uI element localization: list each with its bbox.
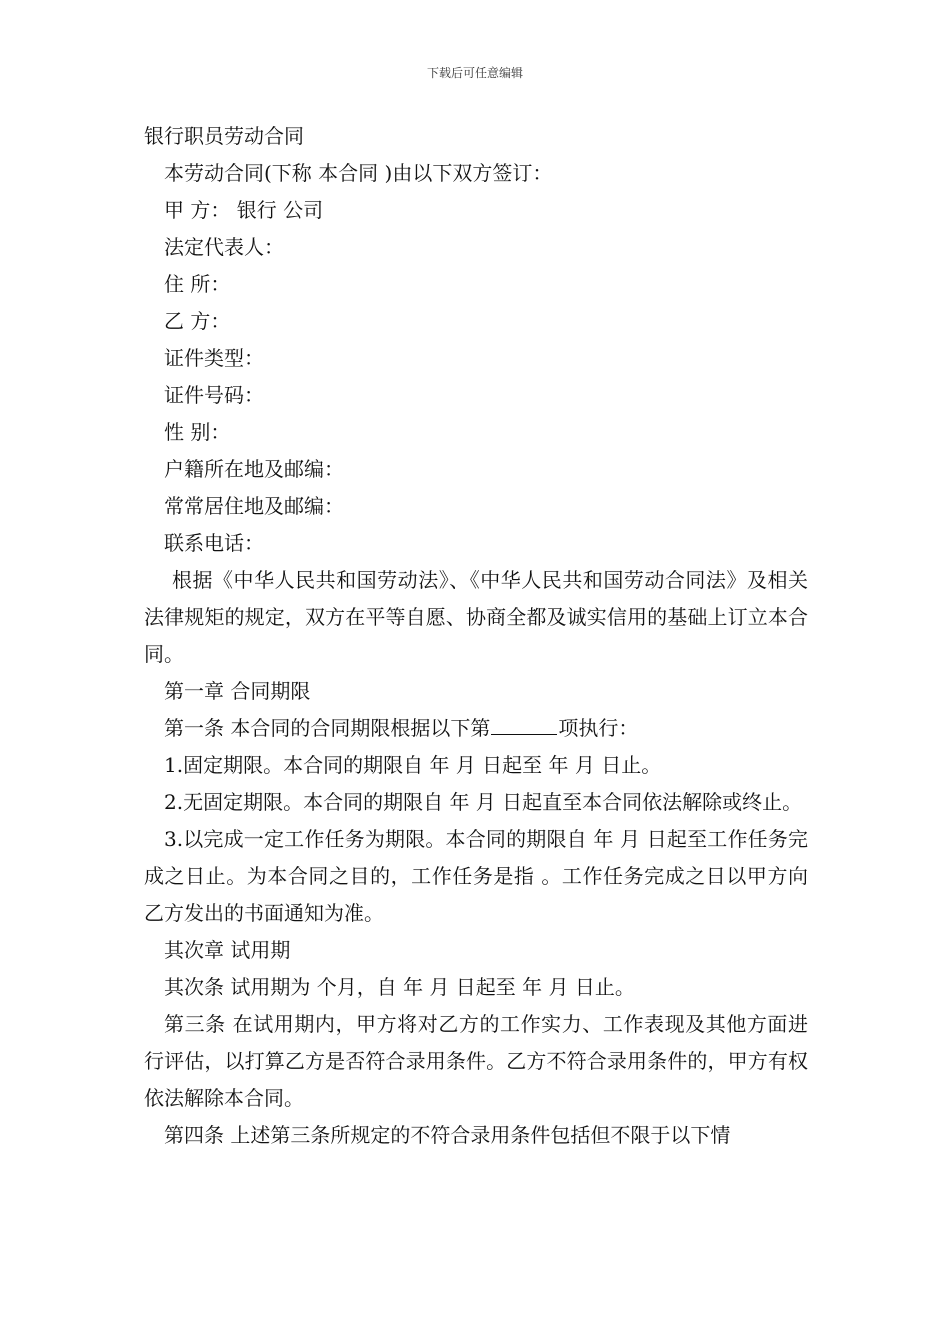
party-b-line: 乙 方： <box>164 309 231 333</box>
page-header-note: 下载后可任意编辑 <box>426 66 523 80</box>
article-1-text-end: 项执行： <box>558 716 639 740</box>
legal-rep-line: 法定代表人： <box>164 235 284 259</box>
item-3-paragraph: 3.以完成一定工作任务为期限。本合同的期限自 年 月 日起至工作任务完成之日止。为本合同之目的，工作任务是指 。工作任务完成之日以甲方向乙方发出的书面通知为准。 <box>144 827 808 925</box>
gender-line: 性 别： <box>164 420 231 444</box>
contract-body <box>144 118 808 1154</box>
party-a-line: 甲 方： 银行 公司 <box>164 198 324 222</box>
phone-line: 联系电话： <box>164 531 264 555</box>
address-line: 住 所： <box>164 272 231 296</box>
contract-title: 银行职员劳动合同 <box>144 124 304 148</box>
id-type-line: 证件类型： <box>164 346 264 370</box>
chapter-2-heading: 其次章 试用期 <box>164 938 291 962</box>
article-1-blank <box>491 712 557 735</box>
residence-line: 常常居住地及邮编： <box>164 494 344 518</box>
item-2-paragraph: 2.无固定期限。本合同的期限自 年 月 日起直至本合同依法解除或终止。 <box>164 790 803 814</box>
intro-line: 本劳动合同(下称 本合同 )由以下双方签订： <box>164 161 553 185</box>
article-1-line <box>144 710 808 747</box>
article-1-text: 第一条 本合同的合同期限根据以下第 <box>164 716 491 740</box>
household-line: 户籍所在地及邮编： <box>164 457 344 481</box>
id-number-line: 证件号码： <box>164 383 264 407</box>
article-2-line: 其次条 试用期为 个月，自 年 月 日起至 年 月 日止。 <box>164 975 635 999</box>
article-3-paragraph: 第三条 在试用期内，甲方将对乙方的工作实力、工作表现及其他方面进行评估，以打算乙方是否符合录用条件。乙方不符合录用条件的，甲方有权依法解除本合同。 <box>144 1012 808 1110</box>
item-1-line: 1.固定期限。本合同的期限自 年 月 日起至 年 月 日止。 <box>164 753 662 777</box>
chapter-1-heading: 第一章 合同期限 <box>164 679 311 703</box>
article-4-paragraph: 第四条 上述第三条所规定的不符合录用条件包括但不限于以下情 <box>164 1123 731 1147</box>
basis-paragraph: 根据《中华人民共和国劳动法》、《中华人民共和国劳动合同法》及相关法律规矩的规定，双方在平等自愿、协商全都及诚实信用的基础上订立本合同。 <box>144 568 808 666</box>
